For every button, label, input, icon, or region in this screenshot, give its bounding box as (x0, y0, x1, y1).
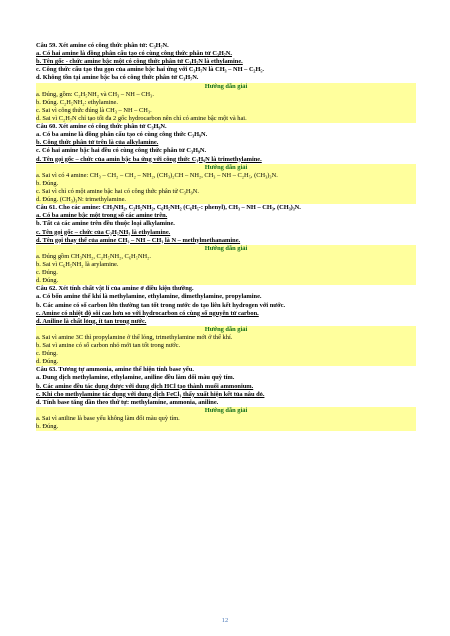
solution-line (36, 415, 416, 423)
solution-heading (36, 83, 416, 91)
statement-line-text: a. Dung dịch methylamine, ethylamine, aniline đều làm đổi màu quỳ tím. (36, 374, 235, 382)
solution-line-text: d. Đúng. (36, 277, 59, 285)
solution-line-text: b. Đúng. (36, 423, 59, 431)
solution-line (36, 253, 416, 261)
solution-line-text: d. Sai vì C₂H₇N chỉ tạo tối đa 2 gốc hydrocarbon nên chỉ có amine bậc một và hai. (36, 114, 247, 122)
solution-heading (36, 326, 416, 334)
statement-line (36, 131, 416, 139)
solution-line (36, 115, 416, 123)
solution-line (36, 196, 416, 204)
statement-line-text: c. Khi cho methylamine tác dụng với dung dịch FeCl₃ thấy xuất hiện kết tủa nâu đỏ. (36, 390, 265, 398)
statement-line (36, 220, 416, 228)
solution-line-text: a. Sai vì amine 3C thì propylamine ở thể lỏng, trimethylamine mới ở thể khí. (36, 333, 233, 341)
statement-line-text: b. Tất cả các amine trên đều thuộc loại alkylamine. (36, 220, 175, 228)
solution-line-text: c. Đúng. (36, 269, 58, 277)
statement-line (36, 293, 416, 301)
solution-heading-text: Hướng dẫn giải (204, 244, 248, 252)
solution-heading-text: Hướng dẫn giải (204, 325, 248, 333)
solution-heading (36, 164, 416, 172)
solution-line (36, 423, 416, 431)
solution-line (36, 269, 416, 277)
statement-line (36, 374, 416, 382)
statement-line (36, 391, 416, 399)
statement-line (36, 229, 416, 237)
solution-line-text: d. Đúng. (CH₃)₃N: trimethylamine. (36, 196, 127, 204)
statement-line (36, 156, 416, 164)
solution-heading-text: Hướng dẫn giải (204, 406, 248, 414)
question-title (36, 285, 416, 293)
question-title (36, 42, 416, 50)
statement-line-text: b. Tên gốc - chức amine bậc một có công thức phân tử C₃H₇N là ethylamine. (36, 58, 243, 66)
statement-line (36, 318, 416, 326)
statement-line (36, 310, 416, 318)
statement-line-text: a. Có bốn amine thể khí là methylamine, ethylamine, dimethylamine, propylamine. (36, 293, 262, 301)
solution-line-text: a. Sai vì có 4 amine: CH₃ – CH₂ – CH₂ – NH₂, (CH₃)₂CH – NH₂, CH₃ – NH – C₂H₅, (CH₃)₃N. (36, 171, 278, 179)
statement-line-text: b. Công thức phân tử trên là của alkylamine. (36, 139, 159, 147)
solution-line (36, 91, 416, 99)
statement-line (36, 212, 416, 220)
statement-line (36, 383, 416, 391)
solution-line (36, 99, 416, 107)
solution-line-text: a. Sai vì aniline là base yếu không làm đổi màu quỳ tím. (36, 415, 180, 423)
statement-line-text: c. Amine có nhiệt độ sôi cao hơn so với hydrocarbon có cùng số nguyên tử carbon. (36, 309, 259, 317)
statement-line-text: a. Có hai amine là đồng phân cấu tạo có cùng công thức phân tử C₃H₇N. (36, 50, 232, 58)
solution-line (36, 334, 416, 342)
solution-line (36, 358, 416, 366)
page-number: 12 (221, 617, 229, 624)
solution-line-text: b. Đúng. C₂H₅NH₂: ethylamine. (36, 98, 118, 106)
solution-line-text: c. Đúng. (36, 350, 58, 358)
solution-line-text: a. Đúng gồm CH₃NH₂, C₂H₅NH₂, C₆H₅NH₂. (36, 252, 151, 260)
solution-heading-text: Hướng dẫn giải (204, 82, 248, 90)
statement-line-text: c. Tên gọi gốc – chức của C₂H₅NH₂ là ethylamine. (36, 228, 171, 236)
statement-line (36, 237, 416, 245)
statement-line-text: a. Có ba amine là đồng phân cấu tạo có cùng công thức C₃H₉N. (36, 131, 208, 139)
statement-line (36, 399, 416, 407)
question-title-text: Câu 59. Xét amine có công thức phân tử: C₃H₇N. (36, 42, 169, 49)
solution-line (36, 261, 416, 269)
question-title (36, 204, 416, 212)
solution-line (36, 342, 416, 350)
solution-line (36, 277, 416, 285)
question-title-text: Câu 62. Xét tính chất vật lí của amine ở điều kiện thường. (36, 285, 194, 293)
solution-line (36, 107, 416, 115)
statement-line (36, 50, 416, 58)
question-title-text: Câu 63. Tương tự ammonia, amine thể hiện tính base yếu. (36, 366, 194, 374)
solution-line-text: c. Sai vì công thức đúng là CH₃ – NH – CH₃. (36, 106, 152, 114)
document-body (36, 42, 416, 431)
statement-line-text: d. Tên gọi thay thế của amine CH₃ – NH – CH₃ là N – methylmethanamine. (36, 236, 241, 244)
solution-line (36, 172, 416, 180)
question-title (36, 123, 416, 131)
statement-line-text: d. Aniline là chất lỏng, ít tan trong nước. (36, 317, 147, 325)
statement-line (36, 139, 416, 147)
statement-line-text: d. Tính base tăng dần theo thứ tự: methylamine, ammonia, aniline. (36, 398, 219, 406)
statement-line-text: c. Công thức cấu tạo thu gọn của amine bậc hai ứng với C₃H₇N là CH₃ – NH – C₂H₅. (36, 66, 264, 74)
statement-line-text: d. Không tồn tại amine bậc ba có công thức phân tử C₃H₇N. (36, 74, 199, 82)
solution-line (36, 188, 416, 196)
statement-line (36, 58, 416, 66)
solution-heading (36, 407, 416, 415)
statement-line-text: c. Có hai amine bậc hai đều có cùng công thức phân tử C₃H₉N. (36, 147, 207, 155)
solution-line-text: b. Sai vì C₆H₅NH₂ là arylamine. (36, 260, 119, 268)
statement-line (36, 302, 416, 310)
solution-line (36, 350, 416, 358)
statement-line-text: d. Tên gọi gốc – chức của amin bậc ba ứng với công thức C₃H₉N là trimethylamine. (36, 155, 262, 163)
question-title (36, 366, 416, 374)
statement-line (36, 147, 416, 155)
statement-line (36, 74, 416, 82)
solution-heading (36, 245, 416, 253)
statement-line-text: a. Có ba amine bậc một trong số các amine trên. (36, 212, 168, 220)
solution-line-text: b. Đúng. (36, 179, 59, 187)
question-title-text: Câu 61. Cho các amine: CH₃NH₂, C₂H₅NH₂, C₆H₅NH₂ (C₆H₅-: phenyl), CH₃ – NH – CH₃, (CH₃)₃N. (36, 204, 301, 212)
question-title-text: Câu 60. Xét amine có công thức phân tử C₃H₉N. (36, 123, 167, 131)
solution-line (36, 180, 416, 188)
solution-line-text: a. Đúng, gồm: C₂H₅NH₂ và CH₃ – NH – CH₃. (36, 90, 155, 98)
solution-heading-text: Hướng dẫn giải (204, 163, 248, 171)
solution-line-text: c. Sai vì chỉ có một amine bậc hai có công thức phân tử C₃H₉N. (36, 187, 199, 195)
statement-line-text: b. Các amine có số carbon lớn thường tan tốt trong nước do tạo liên kết hydrogen với nước. (36, 301, 286, 309)
solution-line-text: b. Sai vì amine có số carbon nhỏ mới tan tốt trong nước. (36, 342, 181, 350)
statement-line-text: b. Các amine đều tác dụng được với dung dịch HCl tạo thành muối ammonium. (36, 382, 254, 390)
solution-line-text: d. Đúng. (36, 358, 59, 366)
statement-line (36, 66, 416, 74)
